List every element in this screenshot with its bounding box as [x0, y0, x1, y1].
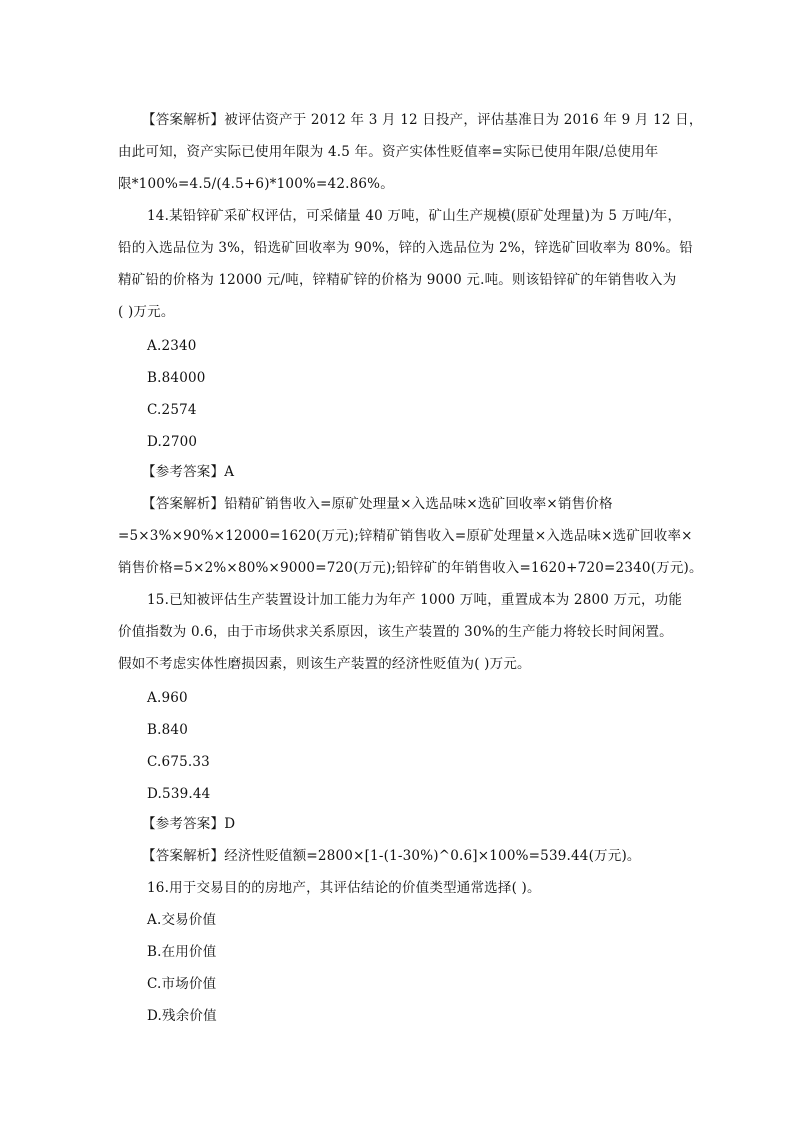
question-15-line-2: 价值指数为 0.6，由于市场供求关系原因，该生产装置的 30%的生产能力将较长时间闲置。: [118, 624, 673, 640]
q15-option-a: A.960: [147, 690, 188, 706]
q14-option-a: A.2340: [147, 338, 197, 354]
question-15-line-1: 15.已知被评估生产装置设计加工能力为年产 1000 万吨，重置成本为 2800 万元，功能: [147, 592, 683, 608]
q15-answer: 【参考答案】D: [142, 816, 236, 832]
question-14-line-4: ( )万元。: [118, 304, 175, 320]
explanation-line-3: 限*100%=4.5/(4.5+6)*100%=42.86%。: [118, 176, 394, 192]
question-14-line-1: 14.某铅锌矿采矿权评估，可采储量 40 万吨，矿山生产规模(原矿处理量)为 5 万吨/年，: [147, 208, 682, 224]
q16-option-a: A.交易价值: [147, 912, 217, 928]
q14-option-d: D.2700: [147, 434, 198, 450]
q14-explanation-line-1: 【答案解析】铅精矿销售收入=原矿处理量×入选品味×选矿回收率×销售价格: [142, 496, 613, 512]
question-15-line-3: 假如不考虑实体性磨损因素，则该生产装置的经济性贬值为( )万元。: [118, 656, 531, 672]
q14-explanation-line-2: =5×3%×90%×12000=1620(万元);锌精矿销售收入=原矿处理量×入选品味×选矿回收率×: [118, 528, 693, 544]
q15-option-b: B.840: [147, 722, 188, 738]
question-14-line-2: 铅的入选品位为 3%，铅选矿回收率为 90%，锌的入选品位为 2%，锌选矿回收率为 80%。铅: [118, 240, 693, 256]
q15-option-c: C.675.33: [147, 754, 210, 770]
q15-option-d: D.539.44: [147, 786, 211, 802]
explanation-line-1: 【答案解析】被评估资产于 2012 年 3 月 12 日投产，评估基准日为 2016 年 9 月 12 日，: [142, 112, 703, 128]
q14-option-b: B.84000: [147, 370, 206, 386]
question-16-line-1: 16.用于交易目的的房地产，其评估结论的价值类型通常选择( )。: [147, 880, 541, 896]
q16-option-c: C.市场价值: [147, 976, 217, 992]
q16-option-d: D.残余价值: [147, 1008, 217, 1024]
q15-explanation-line-1: 【答案解析】经济性贬值额=2800×[1-(1-30%)^0.6]×100%=539.44(万元)。: [142, 848, 641, 864]
question-14-line-3: 精矿铅的价格为 12000 元/吨，锌精矿锌的价格为 9000 元.吨。则该铅锌矿的年销售收入为: [118, 272, 677, 288]
q14-option-c: C.2574: [147, 402, 197, 418]
q16-option-b: B.在用价值: [147, 944, 217, 960]
q14-explanation-line-3: 销售价格=5×2%×80%×9000=720(万元);铅锌矿的年销售收入=1620+720=2340(万元)。: [118, 560, 703, 576]
explanation-line-2: 由此可知，资产实际已使用年限为 4.5 年。资产实体性贬值率=实际已使用年限/总使用年: [118, 144, 659, 160]
q14-answer: 【参考答案】A: [142, 464, 235, 480]
